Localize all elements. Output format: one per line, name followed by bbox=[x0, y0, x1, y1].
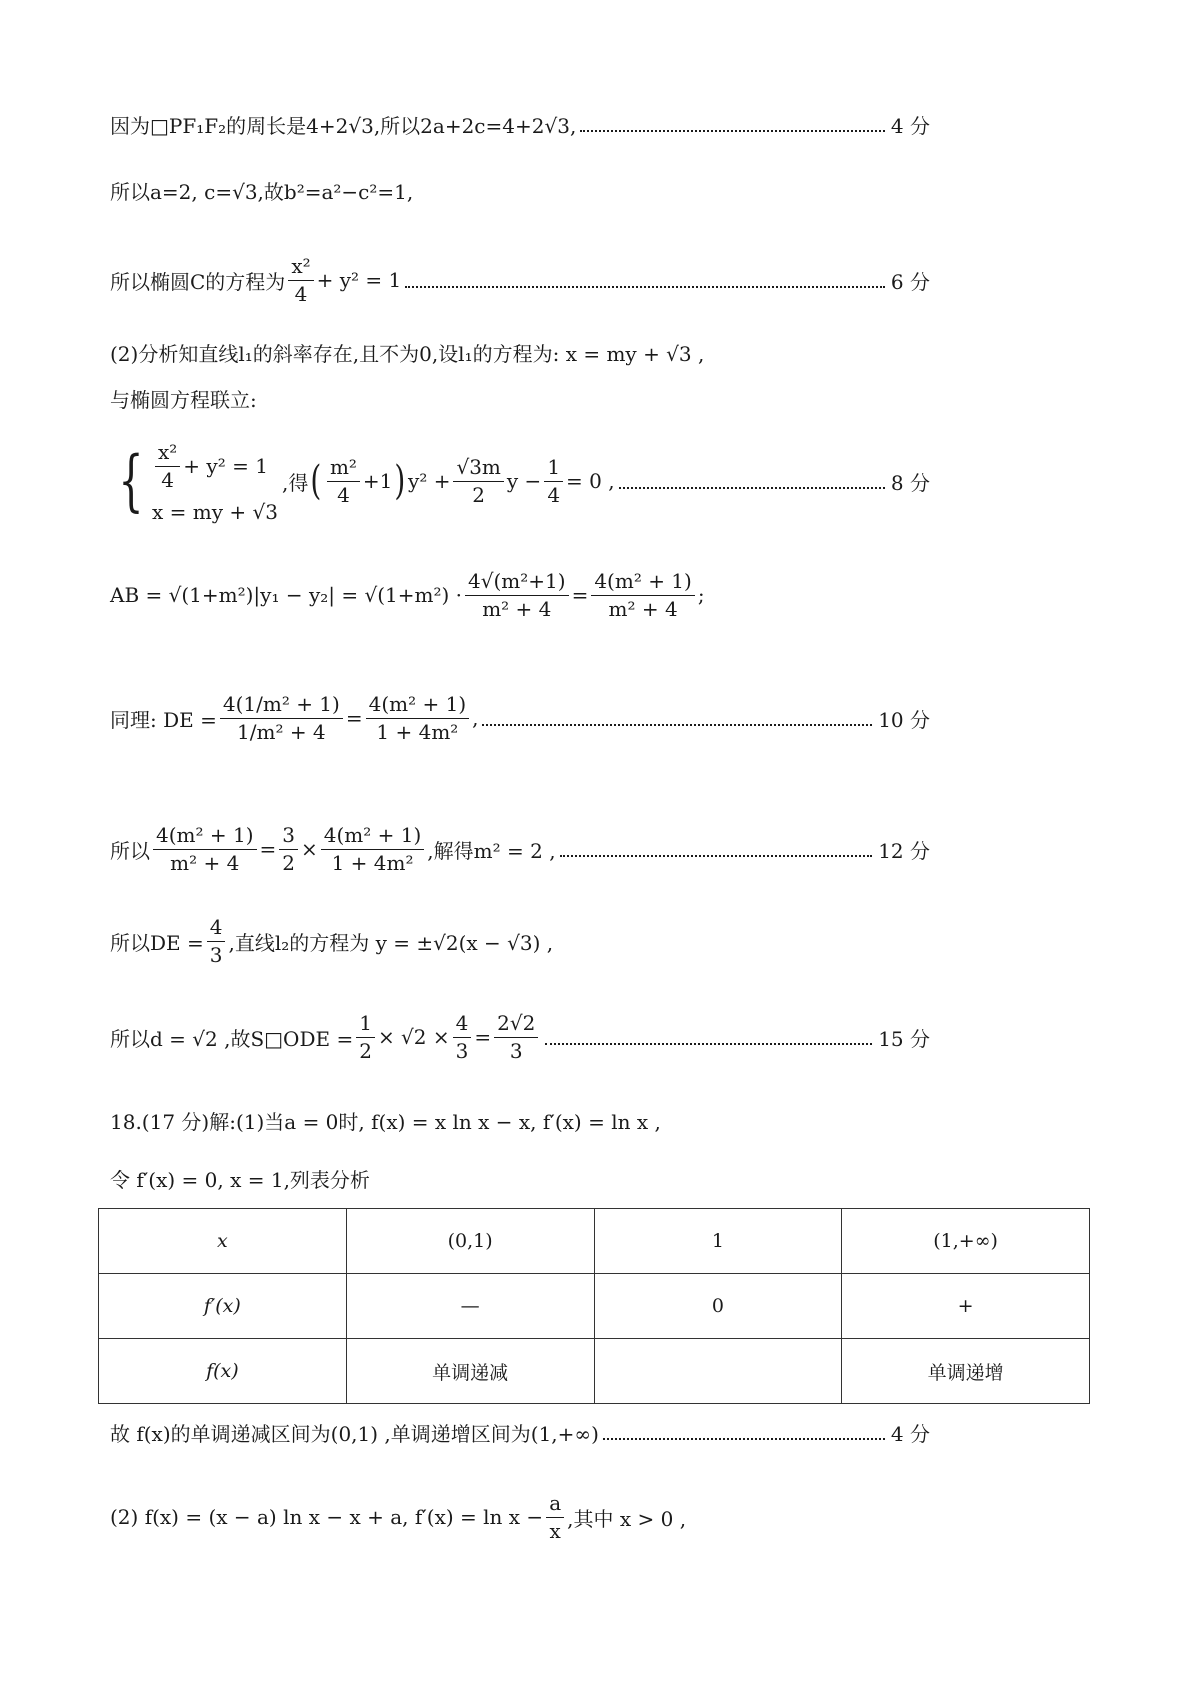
line-abc bbox=[110, 170, 930, 210]
denominator: 2 bbox=[472, 482, 486, 507]
denominator: 3 bbox=[455, 1038, 469, 1063]
denominator: x bbox=[549, 1518, 561, 1543]
dot-leader bbox=[603, 1438, 885, 1440]
fraction bbox=[321, 822, 425, 877]
equation-system bbox=[110, 439, 278, 524]
line-area bbox=[110, 1002, 930, 1072]
numerator: a bbox=[546, 1490, 564, 1518]
table-cell: + bbox=[842, 1274, 1090, 1339]
dot-leader bbox=[619, 487, 885, 489]
numerator: 1 bbox=[356, 1010, 375, 1038]
dot-leader bbox=[580, 130, 885, 132]
line-part2-derivative bbox=[110, 1482, 930, 1552]
fraction bbox=[220, 691, 343, 746]
score: 12 分 bbox=[878, 838, 930, 863]
monotonicity-table bbox=[98, 1208, 1090, 1404]
table-cell bbox=[594, 1339, 842, 1404]
text: x = my + √3 bbox=[152, 499, 278, 524]
text: ,直线l₂的方程为 y = ±√2(x − √3) , bbox=[228, 930, 554, 955]
numerator: 4(m² + 1) bbox=[153, 822, 257, 850]
text: = bbox=[345, 706, 363, 730]
text: = bbox=[474, 1025, 492, 1049]
text: y − bbox=[506, 469, 542, 493]
line-part2-setup bbox=[110, 332, 930, 372]
fraction bbox=[356, 1010, 375, 1065]
denominator: 4 bbox=[294, 281, 308, 306]
score: 6 分 bbox=[890, 269, 930, 294]
table-cell: 1 bbox=[594, 1209, 842, 1274]
line-ellipse-equation bbox=[110, 245, 930, 315]
fraction bbox=[494, 1010, 538, 1065]
text: , bbox=[472, 706, 479, 730]
line-ab-length bbox=[110, 560, 930, 630]
numerator: 3 bbox=[279, 822, 298, 850]
fraction bbox=[546, 1490, 564, 1545]
score: 8 分 bbox=[890, 470, 930, 495]
fraction bbox=[327, 454, 360, 509]
fraction bbox=[153, 822, 257, 877]
fraction bbox=[288, 253, 313, 308]
line-combine bbox=[110, 378, 930, 418]
table-cell: f′(x) bbox=[99, 1274, 347, 1339]
text: ; bbox=[697, 583, 705, 607]
text: = bbox=[259, 837, 277, 861]
score: 4 分 bbox=[890, 1421, 930, 1446]
score: 10 分 bbox=[878, 707, 930, 732]
text: y² + bbox=[408, 469, 451, 493]
denominator: 2 bbox=[282, 850, 296, 875]
text: + y² = 1 bbox=[316, 268, 402, 292]
fraction bbox=[279, 822, 298, 877]
numerator: 1 bbox=[544, 454, 563, 482]
text: × √2 × bbox=[377, 1025, 450, 1049]
table-cell: (1,+∞) bbox=[842, 1209, 1090, 1274]
text: 18.(17 分)解:(1)当a = 0时, f(x) = x ln x − x, f′(x) = ln x , bbox=[110, 1109, 661, 1134]
numerator: √3m bbox=[453, 454, 503, 482]
text: ,解得m² = 2 , bbox=[427, 838, 556, 863]
text: 因为□PF₁F₂的周长是4+2√3,所以2a+2c=4+2√3, bbox=[110, 113, 577, 138]
fraction bbox=[366, 691, 470, 746]
table-row bbox=[99, 1209, 1090, 1274]
numerator: 2√2 bbox=[494, 1010, 538, 1038]
line-intervals bbox=[110, 1412, 930, 1452]
text: 令 f′(x) = 0, x = 1,列表分析 bbox=[110, 1167, 370, 1192]
numerator: 4 bbox=[453, 1010, 472, 1038]
numerator: 4(1/m² + 1) bbox=[220, 691, 343, 719]
text: ,其中 x > 0 , bbox=[567, 1506, 687, 1531]
fraction bbox=[453, 1010, 472, 1065]
table-cell: 单调递减 bbox=[346, 1339, 594, 1404]
fraction bbox=[544, 454, 563, 509]
line-de-length bbox=[110, 668, 930, 768]
text: ,得 bbox=[281, 470, 309, 495]
numerator: 4 bbox=[207, 914, 226, 942]
text: 所以a=2, c=√3,故b²=a²−c²=1, bbox=[110, 179, 414, 204]
text: 所以椭圆C的方程为 bbox=[110, 269, 286, 294]
text: 所以 bbox=[110, 838, 150, 863]
score: 15 分 bbox=[878, 1026, 930, 1051]
denominator: m² + 4 bbox=[608, 596, 678, 621]
denominator: 1 + 4m² bbox=[331, 850, 414, 875]
text: +1 bbox=[362, 469, 393, 493]
denominator: 3 bbox=[209, 942, 223, 967]
table-cell: 0 bbox=[594, 1274, 842, 1339]
denominator: 4 bbox=[337, 482, 350, 507]
left-paren: ( bbox=[310, 458, 322, 504]
table-cell: (0,1) bbox=[346, 1209, 594, 1274]
text: 与椭圆方程联立: bbox=[110, 387, 257, 412]
text: (2) f(x) = (x − a) ln x − x + a, f′(x) = ln x − bbox=[110, 1505, 544, 1529]
denominator: m² + 4 bbox=[170, 850, 240, 875]
table-cell: 单调递增 bbox=[842, 1339, 1090, 1404]
text: = bbox=[571, 583, 589, 607]
dot-leader bbox=[405, 286, 885, 288]
numerator: m² bbox=[327, 454, 360, 482]
text: 同理: DE = bbox=[110, 707, 217, 732]
table-row bbox=[99, 1274, 1090, 1339]
dot-leader bbox=[560, 855, 873, 857]
numerator: x² bbox=[288, 253, 313, 281]
text: + y² = 1 bbox=[183, 454, 268, 478]
denominator: 1/m² + 4 bbox=[237, 719, 326, 744]
denominator: 4 bbox=[547, 482, 561, 507]
line-q18 bbox=[110, 1100, 930, 1140]
fraction bbox=[453, 454, 503, 509]
right-paren: ) bbox=[394, 458, 406, 504]
fraction bbox=[591, 568, 695, 623]
line-ratio bbox=[110, 814, 930, 884]
score: 4 分 bbox=[890, 113, 930, 138]
table-cell: — bbox=[346, 1274, 594, 1339]
dot-leader bbox=[545, 1043, 872, 1045]
table-cell: x bbox=[99, 1209, 347, 1274]
line-system bbox=[110, 432, 930, 530]
table-cell: f(x) bbox=[99, 1339, 347, 1404]
text: AB = √(1+m²)|y₁ − y₂| = √(1+m²) · bbox=[110, 583, 463, 607]
text: (2)分析知直线l₁的斜率存在,且不为0,设l₁的方程为: x = my + √3 , bbox=[110, 341, 705, 366]
denominator: 1 + 4m² bbox=[376, 719, 459, 744]
denominator: 3 bbox=[509, 1038, 523, 1063]
text: 所以d = √2 ,故S□ODE = bbox=[110, 1026, 354, 1051]
fraction bbox=[207, 914, 226, 969]
left-brace: { bbox=[118, 442, 144, 519]
text: 故 f(x)的单调递减区间为(0,1) ,单调递增区间为(1,+∞) bbox=[110, 1421, 599, 1446]
text: 所以DE = bbox=[110, 930, 204, 955]
denominator: 2 bbox=[359, 1038, 372, 1063]
numerator: x² bbox=[155, 439, 180, 467]
denominator: m² + 4 bbox=[482, 596, 552, 621]
dot-leader bbox=[482, 724, 872, 726]
numerator: 4√(m²+1) bbox=[465, 568, 569, 596]
table-row bbox=[99, 1339, 1090, 1404]
text: × bbox=[301, 837, 318, 861]
line-perimeter bbox=[110, 104, 930, 144]
line-line-l2 bbox=[110, 906, 930, 976]
line-derivative-zero bbox=[110, 1158, 930, 1198]
numerator: 4(m² + 1) bbox=[366, 691, 470, 719]
numerator: 4(m² + 1) bbox=[591, 568, 695, 596]
fraction bbox=[465, 568, 569, 623]
denominator: 4 bbox=[161, 467, 175, 492]
fraction bbox=[155, 439, 180, 494]
numerator: 4(m² + 1) bbox=[321, 822, 425, 850]
text: = 0 , bbox=[566, 469, 615, 493]
